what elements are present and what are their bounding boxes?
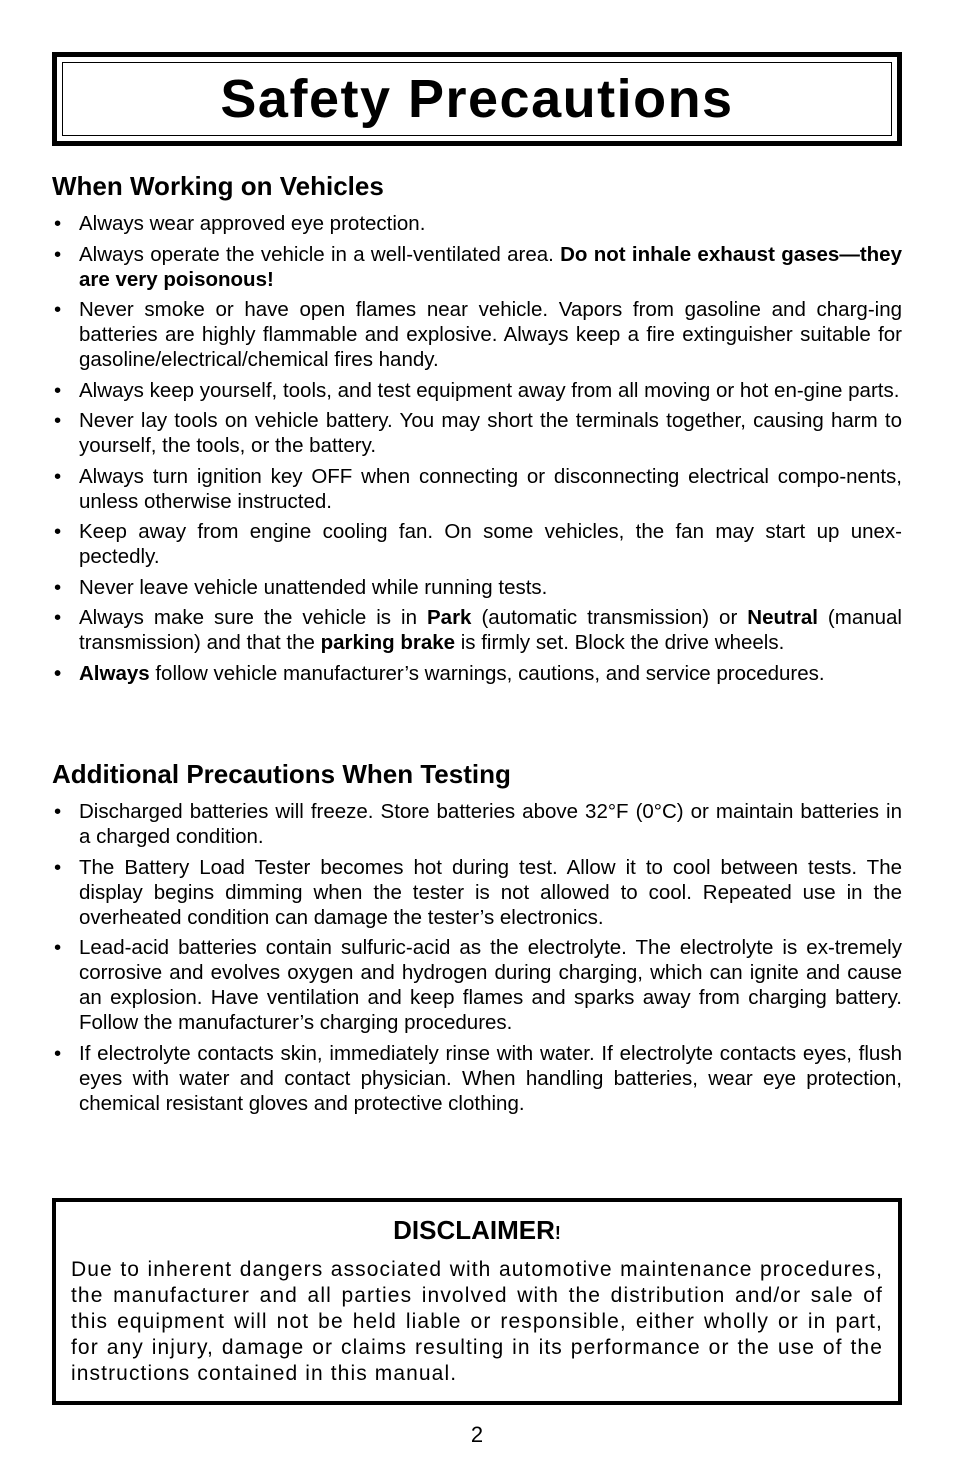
item-text: Lead-acid batteries contain sulfuric-acid as the electrolyte. The electrolyte is ex-tremely corrosive and evolves oxygen and hydrogen during charging, which can ignite and cause an explosion. Have ventilation and keep flames and sparks away from charging battery. Follow the manufacturer’s charging procedures.: [79, 936, 902, 1034]
item-text: Discharged batteries will freeze. Store batteries above 32°F (0°C) or maintain batteries in a charged condition.: [79, 800, 902, 848]
bullet-icon: •: [54, 936, 62, 959]
item-bold-neutral: Neutral: [747, 606, 818, 629]
item-bold-parking-brake: parking brake: [320, 631, 456, 654]
title-box: [52, 52, 902, 146]
item-text: Always operate the vehicle in a well-ventilated area.: [79, 242, 561, 266]
list-item: [52, 242, 902, 292]
bullet-icon: •: [54, 800, 62, 823]
item-bold-always: Always: [79, 661, 150, 685]
list-item: [52, 935, 902, 1035]
section-working-on-vehicles: [52, 171, 902, 691]
list-item: [52, 464, 902, 514]
list-item: [52, 408, 902, 458]
item-text: Always keep yourself, tools, and test equipment away from all moving or hot en-gine parts.: [79, 378, 900, 402]
item-text: Never lay tools on vehicle battery. You may short the terminals together, causing harm to yourself, the tools, or the battery.: [79, 409, 902, 457]
item-text: (automatic transmission) or: [471, 606, 748, 629]
title-inner-frame: [62, 62, 892, 136]
bullet-icon: •: [54, 212, 62, 235]
disclaimer-heading: [71, 1214, 883, 1249]
page-number: 2: [470, 1422, 484, 1447]
disclaimer-box: [52, 1198, 902, 1405]
bullet-icon: •: [54, 520, 62, 543]
list-item: [52, 211, 902, 236]
item-text: Always wear approved eye protection.: [79, 212, 426, 235]
disclaimer-heading-text: DISCLAIMER: [393, 1215, 555, 1245]
section-heading: When Working on Vehicles: [52, 171, 384, 201]
item-text: The Battery Load Tester becomes hot during test. Allow it to cool between tests. The display begins dimming when the tester is not allowed to cool. Repeated use in the overheated condition can damage the tester’s electronics.: [79, 855, 902, 929]
section-heading: Additional Precautions When Testing: [52, 759, 511, 789]
bullet-icon: •: [54, 242, 62, 266]
item-bold-text: Do not inhale exhaust gases—they are very poisonous!: [79, 242, 902, 291]
bullet-list: [52, 799, 902, 1116]
list-item-park: [52, 605, 902, 655]
list-item: [52, 519, 902, 569]
bullet-icon: •: [54, 1041, 62, 1065]
list-item: [52, 799, 902, 849]
item-text: Always turn ignition key OFF when connecting or disconnecting electrical compo-nents, unless otherwise instructed.: [79, 464, 902, 513]
list-item-last: [52, 661, 902, 686]
list-item: [52, 297, 902, 372]
bullet-icon: •: [54, 298, 62, 321]
item-text: follow vehicle manufacturer’s warnings, cautions, and service procedures.: [149, 661, 825, 685]
bullet-list: [52, 211, 902, 686]
item-text: Always make sure the vehicle is in: [79, 606, 427, 629]
bullet-icon: •: [54, 575, 62, 599]
item-text: If electrolyte contacts skin, immediately rinse with water. If electrolyte contacts eyes, flush eyes with water and contact physician. When handling batteries, wear eye protection, chemical resistant gloves and protective clothing.: [79, 1041, 902, 1115]
disclaimer-body: Due to inherent dangers associated with automotive maintenance procedures, the manufacturer and all parties involved with the distribution and/or sale of this equipment will not be held liable or responsible, either wholly or in part, for any injury, damage or claims resulting in its performance or the use of the instructions contained in this manual.: [71, 1258, 883, 1385]
disclaimer-exclamation: !: [554, 1223, 561, 1243]
item-text: (manual transmission) and that the: [79, 606, 902, 654]
bullet-icon: •: [54, 855, 62, 879]
bullet-icon: •: [54, 661, 62, 685]
bullet-icon: •: [54, 409, 62, 432]
list-item: [52, 855, 902, 930]
section-additional-precautions: [52, 759, 902, 1121]
bullet-icon: •: [54, 378, 62, 402]
bullet-icon: •: [54, 606, 62, 629]
item-text: Keep away from engine cooling fan. On some vehicles, the fan may start up unex-pectedly.: [79, 520, 902, 568]
bullet-icon: •: [54, 464, 62, 488]
list-item: [52, 1041, 902, 1116]
list-item: [52, 378, 902, 403]
page-title: Safety Precautions: [220, 69, 734, 129]
item-text: is firmly set. Block the drive wheels.: [455, 631, 785, 654]
item-text: Never smoke or have open flames near vehicle. Vapors from gasoline and charg-ing batteries are highly flammable and explosive. Always keep a fire extinguisher suitable for gasoline/electrical/chemical fires handy.: [79, 298, 902, 371]
item-text: Never leave vehicle unattended while running tests.: [79, 575, 548, 599]
list-item: [52, 575, 902, 600]
item-bold-park: Park: [427, 606, 472, 629]
